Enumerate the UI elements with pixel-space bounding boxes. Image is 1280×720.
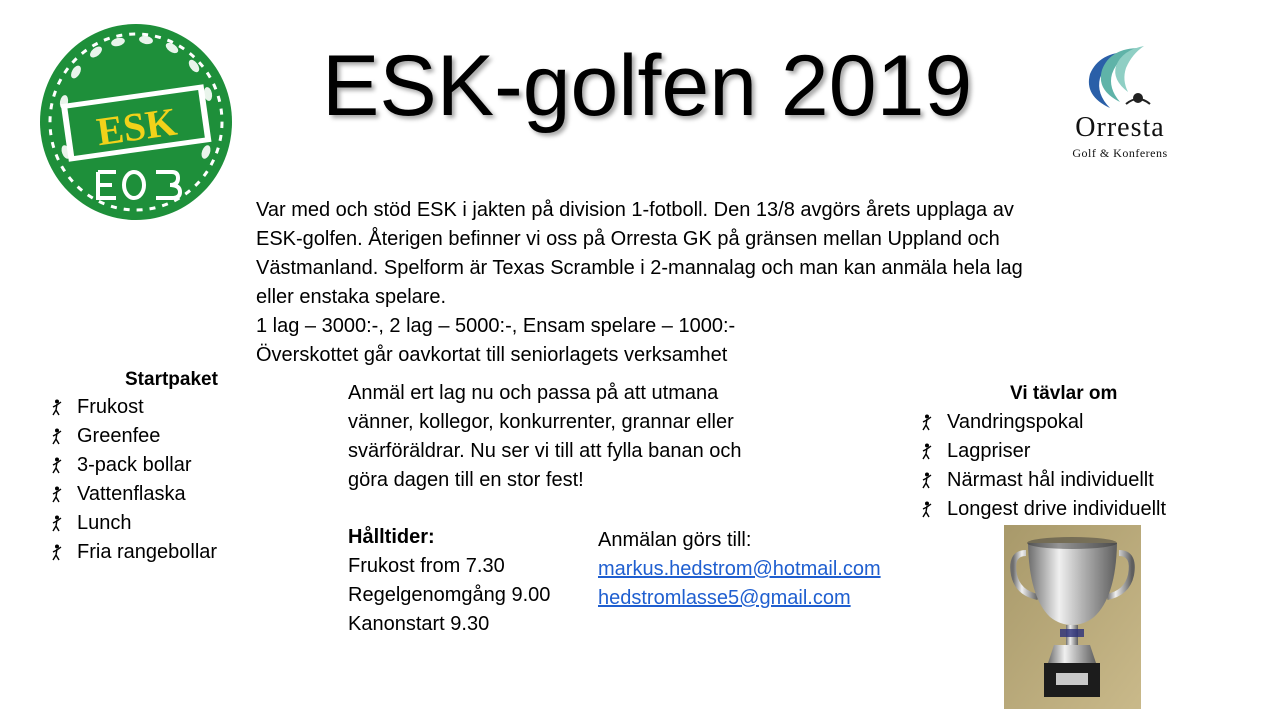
startpaket-list (50, 393, 250, 567)
list-item: Longest drive individuellt (920, 495, 1210, 524)
cta-line: Anmäl ert lag nu och passa på att utmana (348, 382, 719, 404)
golfer-icon (50, 486, 64, 503)
signup-section (598, 526, 881, 613)
list-item: Lagpriser (920, 437, 1210, 466)
golfer-icon (50, 515, 64, 532)
svg-text:ESK: ESK (93, 98, 180, 155)
schedule-section (348, 523, 550, 639)
cta-line: svärföräldrar. Nu ser vi till att fylla banan och (348, 440, 742, 462)
prizes-list (920, 408, 1210, 524)
golfer-icon (50, 457, 64, 474)
list-item: Fria rangebollar (50, 538, 250, 567)
intro-paragraph (256, 196, 1023, 370)
startpaket-heading: Startpaket (125, 369, 218, 390)
golfer-icon (920, 501, 934, 518)
schedule-heading: Hålltider: (348, 526, 435, 548)
email-link-lasse[interactable]: hedstromlasse5@gmail.com (598, 587, 851, 609)
intro-line: Var med och stöd ESK i jakten på division 1-fotboll. Den 13/8 avgörs årets upplaga av (256, 199, 1014, 221)
email-link-markus[interactable]: markus.hedstrom@hotmail.com (598, 558, 881, 580)
intro-line: eller enstaka spelare. (256, 286, 447, 308)
list-item: Vattenflaska (50, 480, 250, 509)
golfer-icon (50, 544, 64, 561)
list-item: Närmast hål individuellt (920, 466, 1210, 495)
page-title: ESK-golfen 2019 (322, 38, 973, 134)
esk-logo (36, 22, 236, 226)
prizes-heading: Vi tävlar om (1010, 383, 1118, 404)
schedule-item: Kanonstart 9.30 (348, 613, 490, 635)
intro-line: Västmanland. Spelform är Texas Scramble i 2-mannalag och man kan anmäla hela lag (256, 257, 1023, 279)
orresta-logo-subtitle: Golf & Konferens (1072, 146, 1168, 160)
list-item: 3-pack bollar (50, 451, 250, 480)
trophy-image (1004, 525, 1141, 709)
surplus-line: Överskottet går oavkortat till seniorlagets verksamhet (256, 344, 728, 366)
intro-line: ESK-golfen. Återigen befinner vi oss på Orresta GK på gränsen mellan Uppland och (256, 228, 1000, 250)
prizes-section (920, 380, 1210, 524)
schedule-item: Regelgenomgång 9.00 (348, 584, 551, 606)
golfer-icon (920, 414, 934, 431)
price-line: 1 lag – 3000:-, 2 lag – 5000:-, Ensam spelare – 1000:- (256, 315, 736, 337)
golfer-icon (50, 428, 64, 445)
list-item: Frukost (50, 393, 250, 422)
cta-line: vänner, kollegor, konkurrenter, grannar eller (348, 411, 734, 433)
orresta-logo (1040, 44, 1200, 164)
cta-paragraph (348, 379, 742, 495)
signup-label: Anmälan görs till: (598, 529, 752, 551)
cta-line: göra dagen till en stor fest! (348, 469, 584, 491)
schedule-item: Frukost from 7.30 (348, 555, 505, 577)
orresta-logo-name: Orresta (1075, 112, 1165, 143)
golfer-icon (920, 443, 934, 460)
list-item: Greenfee (50, 422, 250, 451)
startpaket-section (50, 366, 250, 567)
golfer-icon (50, 399, 64, 416)
list-item: Vandringspokal (920, 408, 1210, 437)
list-item: Lunch (50, 509, 250, 538)
golfer-icon (920, 472, 934, 489)
